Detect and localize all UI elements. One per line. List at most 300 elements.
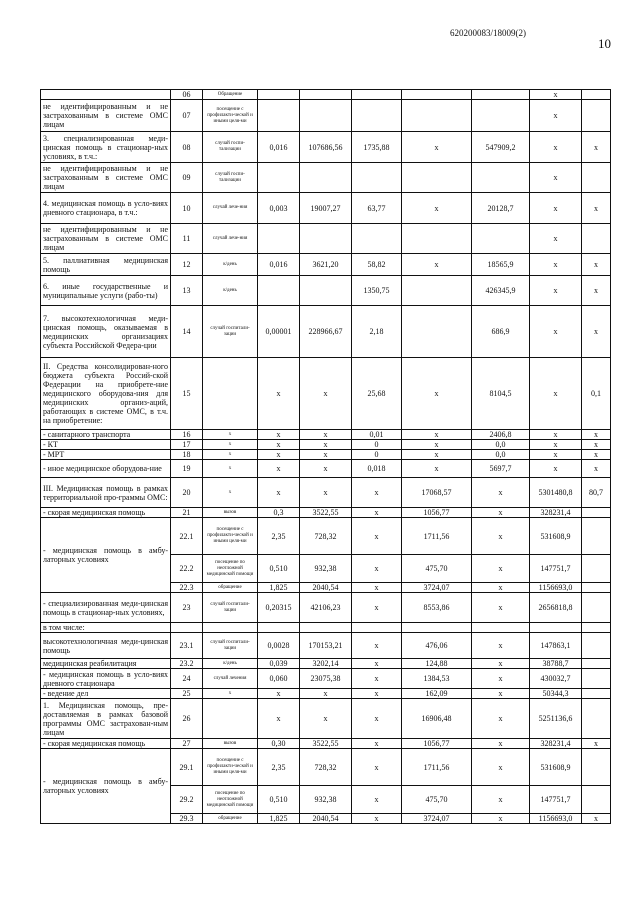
table-cell: х [472, 583, 530, 593]
table-cell: х [402, 254, 472, 276]
table-cell [582, 623, 611, 633]
table-cell: 3724,07 [402, 814, 472, 824]
table-cell: 10 [171, 193, 203, 224]
table-row [41, 623, 611, 633]
table-cell: случай госпи-тализации [203, 132, 258, 163]
table-cell: случай лече-ния [203, 224, 258, 254]
table-cell: х [582, 440, 611, 450]
table-cell [41, 90, 171, 100]
table-cell [402, 90, 472, 100]
table-cell [582, 555, 611, 583]
table-cell: 1,825 [258, 814, 300, 824]
table-cell: 2406,8 [472, 430, 530, 440]
table-cell [402, 623, 472, 633]
table-cell: II. Средства консолидирован-ного бюджета субъекта Россий-ской Федерации на приобрете-ние медицинского оборудова-ния для медицинских организ-аций, работающих в системе ОМС, в т.ч. на приобретение: [41, 358, 171, 430]
table-cell: 147863,1 [530, 633, 582, 659]
table-cell: III. Медицинская помощь в рамках территориальной про-граммы ОМС: [41, 478, 171, 508]
table-cell: 06 [171, 90, 203, 100]
table-cell: х [530, 358, 582, 430]
table-cell: 3522,55 [300, 739, 352, 749]
table-cell: х [472, 633, 530, 659]
table-cell: х [472, 814, 530, 824]
table-row [41, 90, 611, 100]
table-cell: х [203, 689, 258, 699]
table-cell: к/день [203, 659, 258, 669]
table-cell: х [530, 132, 582, 163]
table-cell: 18 [171, 450, 203, 460]
table-row [41, 440, 611, 450]
table-cell: 531608,9 [530, 518, 582, 555]
table-cell: 12 [171, 254, 203, 276]
table-row [41, 430, 611, 440]
table-row [41, 739, 611, 749]
table-cell [300, 163, 352, 193]
table-cell: 1. Медицинская помощь, пре-доставляемая в рамках базовой программы ОМС застрахован-ным лицам [41, 699, 171, 739]
table-cell: не идентифицированным и не застрахованным в системе ОМС лицам [41, 163, 171, 193]
table-cell [472, 623, 530, 633]
table-cell: х [530, 430, 582, 440]
table-cell: - санитарного транспорта [41, 430, 171, 440]
table-cell: 0,00001 [258, 306, 300, 358]
table-cell: 0,016 [258, 132, 300, 163]
table-cell: вызов [203, 508, 258, 518]
table-cell: посещение с профилакти-ческой и иными целя-ми [203, 749, 258, 786]
table-cell: 0,01 [352, 430, 402, 440]
table-row [41, 163, 611, 193]
table-cell: х [402, 450, 472, 460]
table-cell: 932,38 [300, 786, 352, 814]
table-cell: х [352, 633, 402, 659]
table-cell: 1384,53 [402, 669, 472, 689]
table-row [41, 276, 611, 306]
table-cell: х [582, 132, 611, 163]
table-cell: 124,88 [402, 659, 472, 669]
table-cell: 0 [352, 440, 402, 450]
table-cell: 0 [352, 450, 402, 460]
table-cell: 0,20315 [258, 593, 300, 623]
table-cell: 547909,2 [472, 132, 530, 163]
table-cell: х [352, 699, 402, 739]
table-cell: х [352, 659, 402, 669]
table-cell: х [300, 460, 352, 478]
table-cell: х [300, 358, 352, 430]
table-cell: 147751,7 [530, 786, 582, 814]
table-cell: х [352, 518, 402, 555]
table-cell: 686,9 [472, 306, 530, 358]
table-cell: 20128,7 [472, 193, 530, 224]
table-cell: 475,70 [402, 786, 472, 814]
table-cell: 0,003 [258, 193, 300, 224]
table-cell: х [203, 460, 258, 478]
table-cell [352, 623, 402, 633]
table-cell: х [352, 786, 402, 814]
table-cell [300, 623, 352, 633]
table-cell [258, 276, 300, 306]
table-cell: 3621,20 [300, 254, 352, 276]
table-cell: х [582, 450, 611, 460]
table-cell [582, 518, 611, 555]
table-body [41, 90, 611, 824]
table-row [41, 633, 611, 659]
table-cell: х [582, 430, 611, 440]
table-cell: х [300, 689, 352, 699]
table-cell [582, 593, 611, 623]
table-cell [258, 100, 300, 132]
table-cell: к/день [203, 276, 258, 306]
table-cell: 0,016 [258, 254, 300, 276]
table-cell: х [258, 450, 300, 460]
table-cell: - медицинская помощь в усло-виях дневного стационара [41, 669, 171, 689]
table-cell: х [258, 699, 300, 739]
table-cell: 107686,56 [300, 132, 352, 163]
table-cell: 16 [171, 430, 203, 440]
table-row [41, 100, 611, 132]
table-row [41, 518, 611, 555]
table-cell: 2,35 [258, 749, 300, 786]
table-cell [472, 224, 530, 254]
table-cell: х [472, 555, 530, 583]
table-row [41, 358, 611, 430]
table-cell: 17 [171, 440, 203, 450]
table-cell: 58,82 [352, 254, 402, 276]
table-row [41, 254, 611, 276]
table-cell: 475,70 [402, 555, 472, 583]
table-cell: 5697,7 [472, 460, 530, 478]
table-cell: 20 [171, 478, 203, 508]
table-cell: 4. медицинская помощь в усло-виях дневного стационара, в т.ч.: [41, 193, 171, 224]
table-cell: 0,1 [582, 358, 611, 430]
table-cell: 1711,56 [402, 518, 472, 555]
table-cell: 0,060 [258, 669, 300, 689]
table-cell [352, 163, 402, 193]
table-cell: 3724,07 [402, 583, 472, 593]
table-row [41, 593, 611, 623]
table-cell: 09 [171, 163, 203, 193]
table-cell: 2656818,8 [530, 593, 582, 623]
table-cell: х [530, 90, 582, 100]
table-cell: х [582, 193, 611, 224]
table-cell: Обращение [203, 90, 258, 100]
table-row [41, 460, 611, 478]
table-cell: х [472, 478, 530, 508]
table-cell: х [352, 749, 402, 786]
table-cell: х [472, 593, 530, 623]
table-row [41, 450, 611, 460]
table-row [41, 306, 611, 358]
table-cell: 0,0028 [258, 633, 300, 659]
table-cell: 3. специализированная меди-цинская помощь в стационар-ных условиях, в т.ч.: [41, 132, 171, 163]
table-cell: х [582, 460, 611, 478]
table-cell: 0,018 [352, 460, 402, 478]
table-cell: х [472, 659, 530, 669]
table-cell: 15 [171, 358, 203, 430]
table-cell: х [472, 669, 530, 689]
table-cell: посещение с профилакти-ческой и иными целя-ми [203, 518, 258, 555]
table-cell: х [530, 224, 582, 254]
table-cell: 0,039 [258, 659, 300, 669]
table-cell: 26 [171, 699, 203, 739]
table-cell: х [530, 100, 582, 132]
table-cell: х [352, 669, 402, 689]
table-cell: случай лече-ния [203, 193, 258, 224]
table-cell: 23 [171, 593, 203, 623]
table-cell: х [352, 689, 402, 699]
table-cell: не идентифицированным и не застрахованным в системе ОМС лицам [41, 224, 171, 254]
table-cell: х [258, 689, 300, 699]
table-cell: 42106,23 [300, 593, 352, 623]
table-row [41, 669, 611, 689]
table-row [41, 508, 611, 518]
table-row [41, 132, 611, 163]
table-cell: 0,510 [258, 786, 300, 814]
table-cell: 1056,77 [402, 508, 472, 518]
table-cell: х [402, 132, 472, 163]
table-cell: 328231,4 [530, 739, 582, 749]
table-cell: 21 [171, 508, 203, 518]
table-cell [582, 786, 611, 814]
table-cell: х [582, 739, 611, 749]
table-cell: х [300, 430, 352, 440]
table-cell: 25,68 [352, 358, 402, 430]
table-cell: 1156693,0 [530, 583, 582, 593]
table-cell: х [258, 430, 300, 440]
table-cell: х [352, 508, 402, 518]
table-cell: х [352, 739, 402, 749]
table-cell [402, 306, 472, 358]
table-cell: - медицинская помощь в амбу-латорных условиях [41, 749, 171, 824]
table-cell: х [352, 478, 402, 508]
table-cell: 18565,9 [472, 254, 530, 276]
table-cell [530, 623, 582, 633]
table-cell: х [203, 450, 258, 460]
table-cell: х [402, 440, 472, 450]
table-cell: посещение по неотложной медицинской помощи [203, 786, 258, 814]
table-cell: случай госпитали-зации [203, 593, 258, 623]
table-cell: х [258, 440, 300, 450]
table-cell: 1,825 [258, 583, 300, 593]
table-cell: х [352, 814, 402, 824]
table-cell: 80,7 [582, 478, 611, 508]
table-cell: 16906,48 [402, 699, 472, 739]
table-cell [352, 100, 402, 132]
table-cell: 2,35 [258, 518, 300, 555]
table-cell: обращение [203, 583, 258, 593]
table-cell: х [530, 276, 582, 306]
table-cell: 1350,75 [352, 276, 402, 306]
table-cell: х [530, 163, 582, 193]
table-cell [582, 163, 611, 193]
table-cell: х [402, 460, 472, 478]
table-cell: медицинская реабилитация [41, 659, 171, 669]
table-cell: х [300, 699, 352, 739]
table-cell: 38788,7 [530, 659, 582, 669]
table-cell: 24 [171, 669, 203, 689]
table-cell: 23.2 [171, 659, 203, 669]
table-cell: - КТ [41, 440, 171, 450]
table-cell [582, 699, 611, 739]
table-row [41, 689, 611, 699]
table-cell: 08 [171, 132, 203, 163]
table-cell [258, 623, 300, 633]
table-cell [402, 276, 472, 306]
table-cell: 7. высокотехнологичная меди-цинская помощь, оказываемая в медицинских организациях субъекта Российской Федера-ции [41, 306, 171, 358]
table-cell [203, 699, 258, 739]
table-cell [582, 583, 611, 593]
table-cell [402, 100, 472, 132]
table-cell: - скорая медицинская помощь [41, 739, 171, 749]
table-cell [203, 358, 258, 430]
table-cell: - специализированная меди-цинская помощь в стационар-ных условиях, [41, 593, 171, 623]
document-number: 620200083/18009(2) [450, 28, 526, 38]
table-cell [472, 163, 530, 193]
table-cell [258, 163, 300, 193]
table-cell: 1056,77 [402, 739, 472, 749]
table-cell: 0,0 [472, 450, 530, 460]
table-cell: к/день [203, 254, 258, 276]
table-cell: 476,06 [402, 633, 472, 659]
table-row [41, 224, 611, 254]
table-cell: 19 [171, 460, 203, 478]
table-cell [258, 224, 300, 254]
table-cell: 147751,7 [530, 555, 582, 583]
table-cell: 13 [171, 276, 203, 306]
table-cell: 228966,67 [300, 306, 352, 358]
table-cell: 27 [171, 739, 203, 749]
table-cell: х [258, 478, 300, 508]
table-cell: х [402, 193, 472, 224]
table-cell [472, 90, 530, 100]
table-cell: 531608,9 [530, 749, 582, 786]
table-cell [402, 224, 472, 254]
table-cell [402, 163, 472, 193]
table-cell [300, 90, 352, 100]
table-cell: х [472, 508, 530, 518]
table-cell: х [472, 739, 530, 749]
table-cell: 3522,55 [300, 508, 352, 518]
table-cell: х [472, 518, 530, 555]
table-cell: - МРТ [41, 450, 171, 460]
page-number: 10 [598, 36, 611, 51]
table-cell: х [352, 555, 402, 583]
table-cell [582, 633, 611, 659]
table-cell: не идентифицированным и не застрахованным в системе ОМС лицам [41, 100, 171, 132]
table-cell: 5251136,6 [530, 699, 582, 739]
table-cell [582, 749, 611, 786]
table-cell [582, 689, 611, 699]
table-cell: х [530, 460, 582, 478]
table-cell: случай лечения [203, 669, 258, 689]
table-cell: х [472, 786, 530, 814]
table-cell: 23.1 [171, 633, 203, 659]
table-cell: 29.1 [171, 749, 203, 786]
table-cell: 29.2 [171, 786, 203, 814]
table-cell: х [402, 430, 472, 440]
table-row [41, 659, 611, 669]
table-cell: 17068,57 [402, 478, 472, 508]
table-cell [258, 90, 300, 100]
table-cell: 2040,54 [300, 814, 352, 824]
table-cell: - ведение дел [41, 689, 171, 699]
table-cell [300, 224, 352, 254]
table-cell: 5. паллиативная медицинская помощь [41, 254, 171, 276]
table-cell: 6. иные государственные и муниципальные услуги (рабо-ты) [41, 276, 171, 306]
table-cell: 11 [171, 224, 203, 254]
table-cell: х [530, 193, 582, 224]
table-cell: 0,0 [472, 440, 530, 450]
table-cell: х [352, 583, 402, 593]
table-cell: 19007,27 [300, 193, 352, 224]
table-cell: посещение по неотложной медицинской помощи [203, 555, 258, 583]
table-row [41, 699, 611, 739]
table-cell: 22.3 [171, 583, 203, 593]
table-cell: х [352, 593, 402, 623]
table-cell: х [530, 254, 582, 276]
table-cell: х [300, 478, 352, 508]
table-cell: случай госпи-тализации [203, 163, 258, 193]
financing-table [40, 89, 611, 824]
table-cell: х [402, 358, 472, 430]
table-cell: 0,510 [258, 555, 300, 583]
table-cell: 1711,56 [402, 749, 472, 786]
table-cell: 328231,4 [530, 508, 582, 518]
table-cell: 0,30 [258, 739, 300, 749]
table-cell [582, 90, 611, 100]
table-cell: 3202,14 [300, 659, 352, 669]
table-cell: 22.2 [171, 555, 203, 583]
table-cell: х [582, 254, 611, 276]
table-cell: 07 [171, 100, 203, 132]
table-cell: х [472, 699, 530, 739]
table-cell: х [472, 689, 530, 699]
table-cell [582, 508, 611, 518]
table-cell: х [530, 450, 582, 460]
table-cell: 2,18 [352, 306, 402, 358]
table-cell: 8104,5 [472, 358, 530, 430]
table-cell [582, 669, 611, 689]
table-row [41, 478, 611, 508]
table-cell: 728,32 [300, 749, 352, 786]
table-cell: 0,3 [258, 508, 300, 518]
table-cell: - иное медицинское оборудова-ние [41, 460, 171, 478]
table-cell: случай госпитали-зации [203, 633, 258, 659]
table-cell: 162,09 [402, 689, 472, 699]
table-cell: х [258, 460, 300, 478]
table-cell: высокотехнологичная меди-цинская помощь [41, 633, 171, 659]
table-row [41, 193, 611, 224]
table-cell: 22.1 [171, 518, 203, 555]
table-cell: х [582, 276, 611, 306]
table-cell: 29.3 [171, 814, 203, 824]
table-cell [352, 224, 402, 254]
table-cell: 50344,3 [530, 689, 582, 699]
table-cell: х [203, 440, 258, 450]
table-cell: х [530, 440, 582, 450]
table-cell: 728,32 [300, 518, 352, 555]
table-cell: х [300, 440, 352, 450]
table-cell: х [300, 450, 352, 460]
table-cell: случай госпитали-зации [203, 306, 258, 358]
table-cell [352, 90, 402, 100]
table-cell: в том числе: [41, 623, 171, 633]
table-row [41, 749, 611, 786]
table-cell: 430032,7 [530, 669, 582, 689]
table-cell: 23075,38 [300, 669, 352, 689]
table-cell [171, 623, 203, 633]
table-cell: вызов [203, 739, 258, 749]
table-cell: х [203, 478, 258, 508]
table-cell [582, 659, 611, 669]
table-cell [300, 276, 352, 306]
